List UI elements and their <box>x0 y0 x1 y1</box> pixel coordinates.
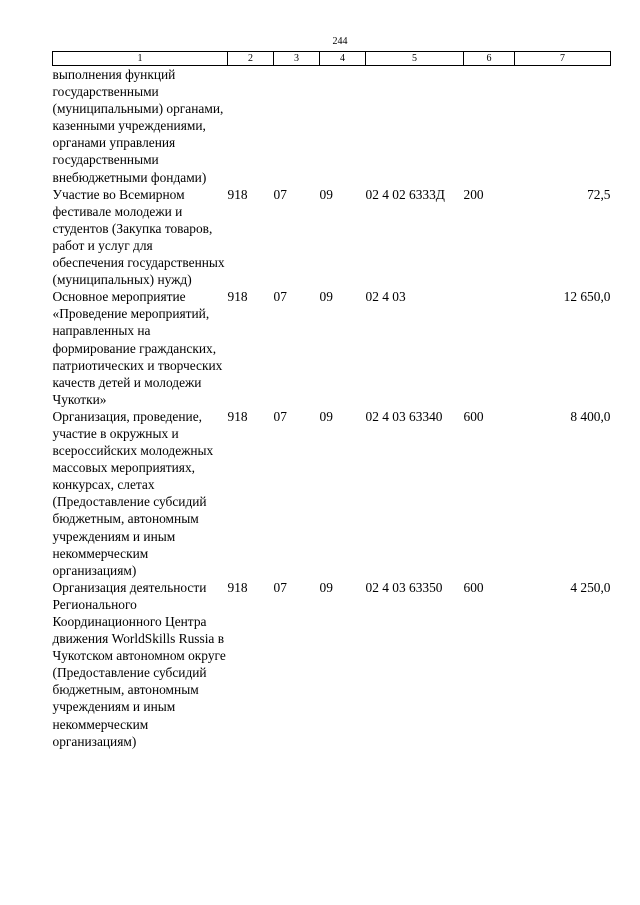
table-header <box>53 52 611 66</box>
expense-type-code <box>464 288 515 408</box>
table-row <box>53 186 611 289</box>
section-code: 07 <box>273 579 287 595</box>
expense-type-code: 600 <box>463 579 484 595</box>
budget-table <box>52 51 611 750</box>
row-name: Организация деятельности Регионального Координационного Центра движения WorldSkills Russia в Чукотском автономном округе (Предоставление субсидий бюджетным, автономным учреждениям и иным некоммерческим организациям) <box>52 579 226 749</box>
column-header: 3 <box>274 52 320 66</box>
amount <box>515 66 611 186</box>
section-code: 07 <box>273 408 287 424</box>
ministry-code: 918 <box>227 186 248 202</box>
section-code <box>274 66 320 186</box>
column-header: 7 <box>515 52 611 66</box>
expense-type-code <box>464 66 515 186</box>
column-header: 6 <box>464 52 515 66</box>
ministry-code: 918 <box>227 579 248 595</box>
ministry-code <box>228 66 274 186</box>
page-number: 244 <box>332 36 348 47</box>
section-code: 07 <box>273 289 287 305</box>
subsection-code: 09 <box>319 289 333 305</box>
row-name: Основное мероприятие «Проведение мероприятий, направленных на формирование гражданских, патриотических и творческих качеств детей и молодежи Чукотки» <box>52 289 223 407</box>
subsection-code: 09 <box>319 408 333 424</box>
ministry-code: 918 <box>227 408 248 424</box>
expense-type-code: 600 <box>463 408 484 424</box>
table-row <box>53 288 611 408</box>
table-row <box>53 408 611 579</box>
amount: 4 250,0 <box>570 579 611 595</box>
subsection-code <box>320 66 366 186</box>
row-name: Участие во Всемирном фестивале молодежи и студентов (Закупка товаров, работ и услуг для обеспечения государственных (муниципальных) нужд) <box>52 186 225 288</box>
subsection-code: 09 <box>319 186 333 202</box>
amount: 12 650,0 <box>563 289 611 305</box>
target-article-code: 02 4 03 63340 <box>365 408 443 424</box>
expense-type-code: 200 <box>463 186 484 202</box>
column-header: 4 <box>320 52 366 66</box>
target-article-code <box>366 66 464 186</box>
row-name: выполнения функций государственными (муниципальными) органами, казенными учреждениями, органами управления государственными внебюджетными фондами) <box>52 67 224 185</box>
column-header: 5 <box>366 52 464 66</box>
amount: 8 400,0 <box>570 408 611 424</box>
ministry-code: 918 <box>227 289 248 305</box>
target-article-code: 02 4 03 63350 <box>365 579 443 595</box>
amount: 72,5 <box>587 186 611 202</box>
subsection-code: 09 <box>319 579 333 595</box>
target-article-code: 02 4 02 6333Д <box>365 186 445 202</box>
column-header: 1 <box>53 52 228 66</box>
table-row <box>53 66 611 186</box>
row-name: Организация, проведение, участие в окружных и всероссийских молодежных массовых мероприятиях, конкурсах, слетах (Предоставление субсидий бюджетным, автономным учреждениям и иным некоммерческим организациям) <box>52 408 214 578</box>
table-row <box>53 579 611 750</box>
target-article-code: 02 4 03 <box>365 289 406 305</box>
section-code: 07 <box>273 186 287 202</box>
header-row <box>53 52 611 66</box>
column-header: 2 <box>228 52 274 66</box>
